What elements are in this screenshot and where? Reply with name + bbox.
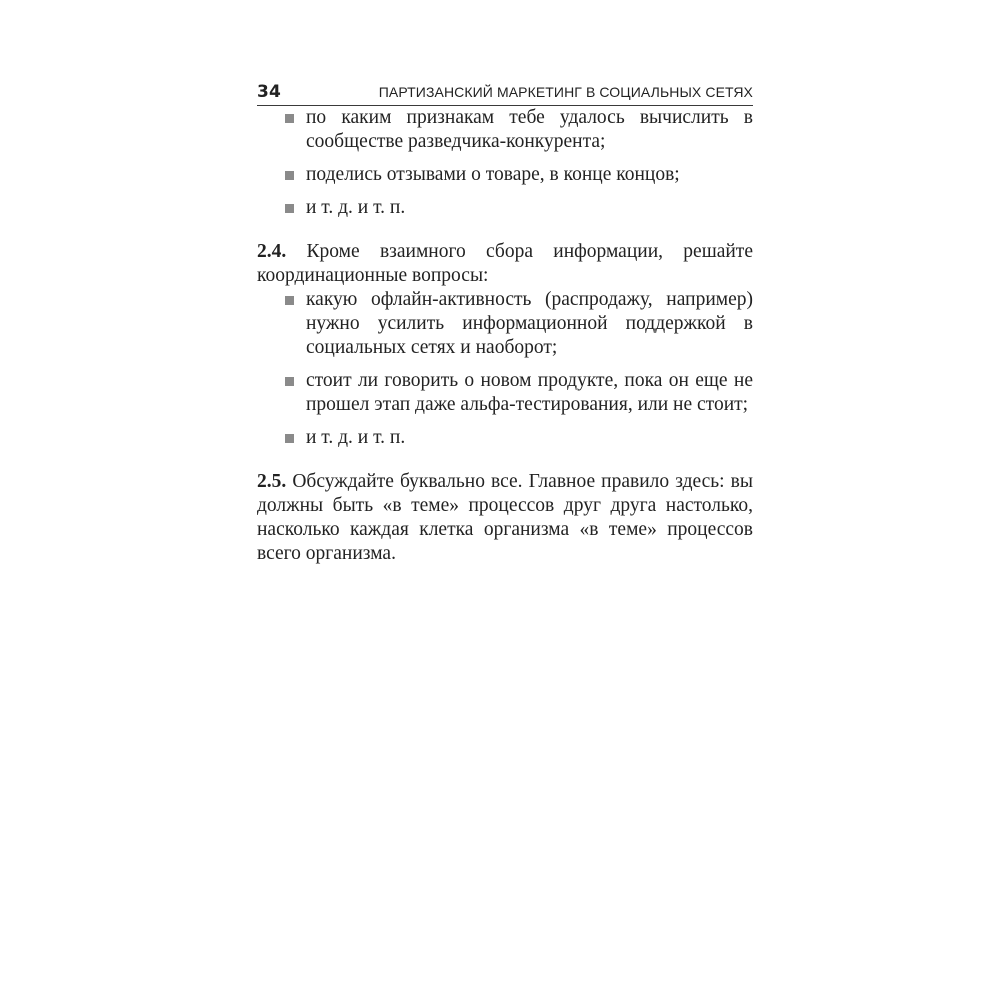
paragraph-2-4	[257, 240, 753, 288]
paragraph-text: Кроме взаимного сбора информации, решайте координационные вопросы:	[257, 241, 753, 286]
page-number: 34	[257, 82, 282, 102]
list-item	[257, 163, 753, 187]
section-number: 2.5.	[257, 471, 287, 492]
list-item-text: стоит ли говорить о новом продукте, пока он еще не прошел этап даже альфа-тестирования, или не стоит;	[306, 370, 753, 415]
square-bullet-icon	[285, 204, 294, 213]
list-item-text: поделись отзывами о товаре, в конце концов;	[306, 164, 680, 185]
square-bullet-icon	[285, 171, 294, 180]
list-item-text: по каким признакам тебе удалось вычислить в сообществе разведчика-конкурента;	[306, 107, 753, 152]
square-bullet-icon	[285, 434, 294, 443]
bullet-list-top	[257, 106, 753, 220]
square-bullet-icon	[285, 377, 294, 386]
list-item-text: и т. д. и т. п.	[306, 197, 406, 218]
list-item	[257, 369, 753, 417]
page-body	[257, 106, 753, 566]
section-number: 2.4.	[257, 241, 287, 262]
bullet-list-2-4	[257, 288, 753, 450]
list-item-text: какую офлайн-активность (распродажу, например) нужно усилить информационной поддержкой в социальных сетях и наоборот;	[306, 289, 753, 358]
list-item-text: и т. д. и т. п.	[306, 427, 406, 448]
book-title: ПАРТИЗАНСКИЙ МАРКЕТИНГ В СОЦИАЛЬНЫХ СЕТЯХ	[378, 84, 753, 100]
list-item	[257, 288, 753, 360]
square-bullet-icon	[285, 296, 294, 305]
square-bullet-icon	[285, 114, 294, 123]
list-item	[257, 426, 753, 450]
paragraph-2-5	[257, 470, 753, 566]
paragraph-text: Обсуждайте буквально все. Главное правило здесь: вы должны быть «в теме» процессов друг друга настолько, насколько каждая клетка организма «в теме» процессов всего организма.	[257, 471, 753, 564]
running-header	[257, 78, 753, 106]
book-page	[257, 78, 753, 566]
list-item	[257, 106, 753, 154]
list-item	[257, 196, 753, 220]
